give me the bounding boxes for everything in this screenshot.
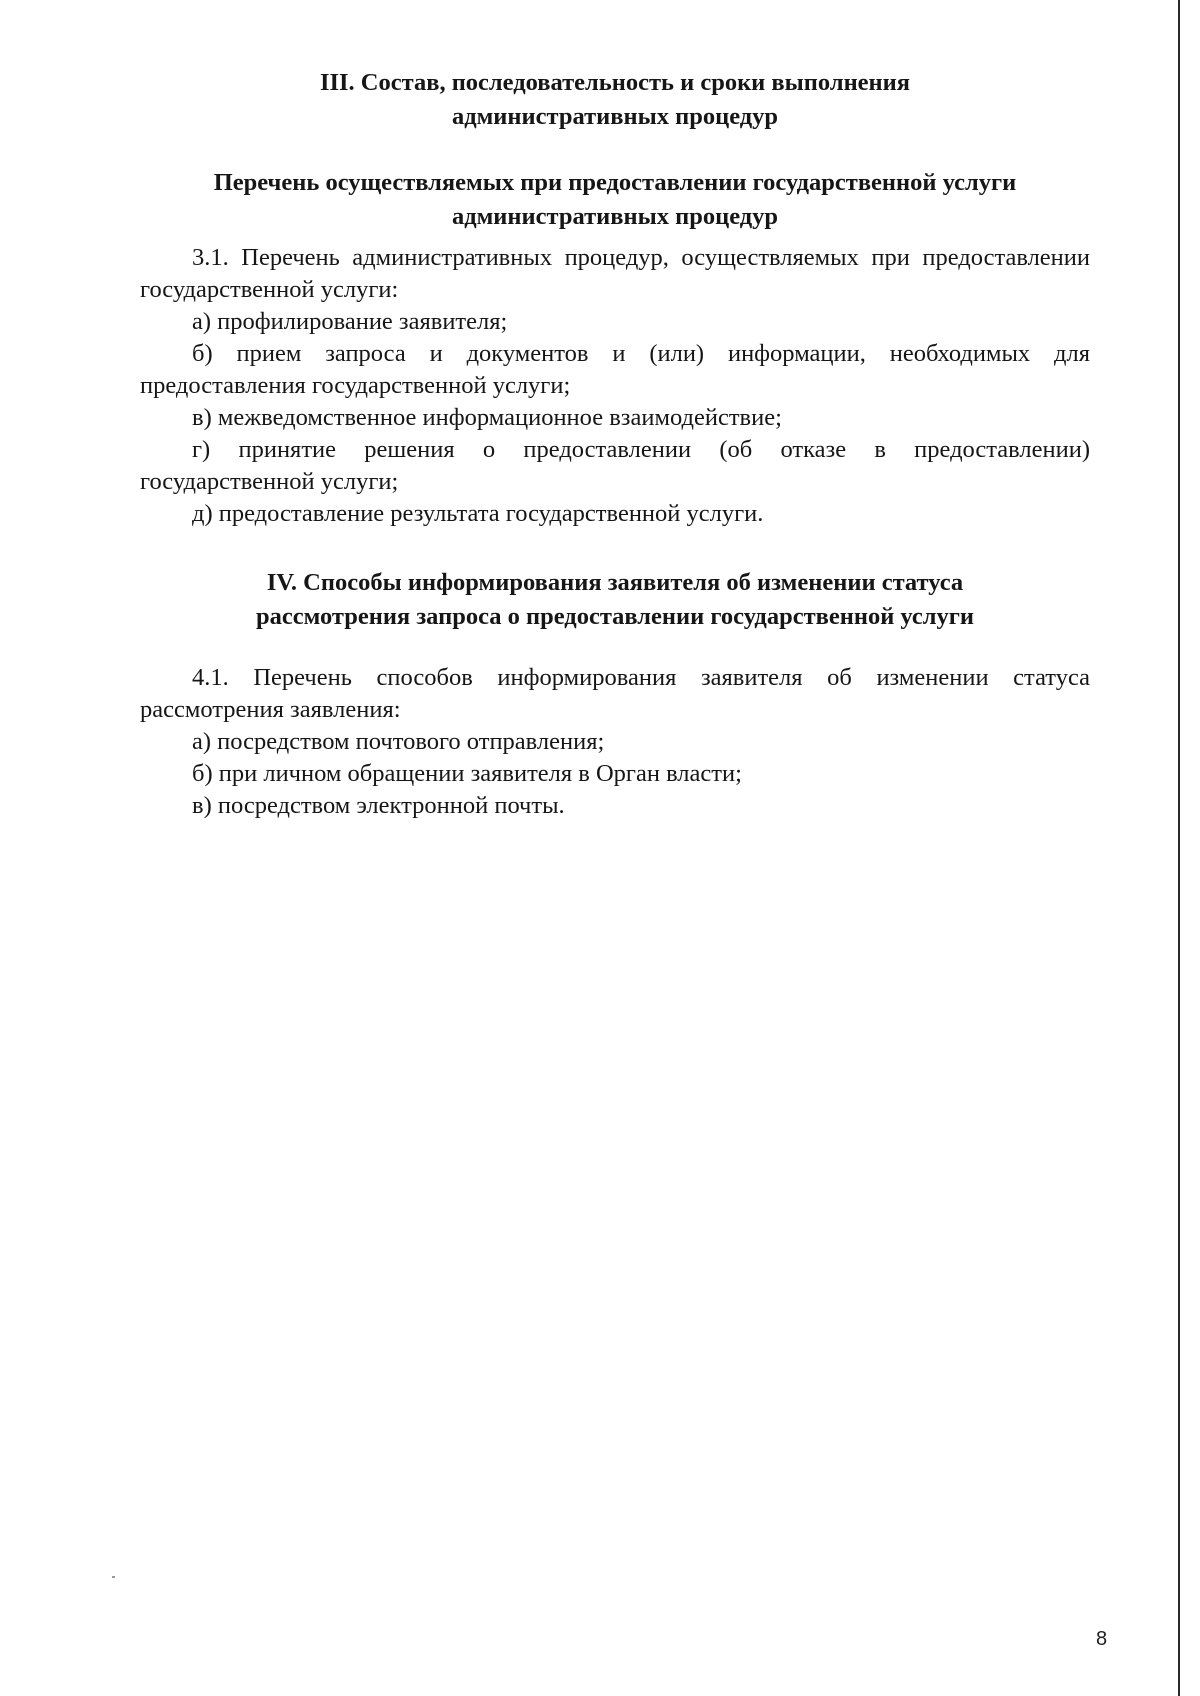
section-4-intro: 4.1. Перечень способов информирования заявителя об изменении статуса рассмотрения заявления: bbox=[140, 664, 1090, 723]
section-3-item-v: в) межведомственное информационное взаимодействие; bbox=[192, 404, 782, 431]
section-4-item-a: а) посредством почтового отправления; bbox=[192, 728, 605, 755]
section-3-body bbox=[140, 242, 1090, 530]
section-3-item-g: г) принятие решения о предоставлении (об отказе в предоставлении) государственной услуги; bbox=[140, 436, 1090, 495]
section-3-item-b: б) прием запроса и документов и (или) информации, необходимых для предоставления государственной услуги; bbox=[140, 340, 1090, 399]
section-4-item-b: б) при личном обращении заявителя в Орган власти; bbox=[192, 760, 742, 787]
section-3-title bbox=[140, 66, 1090, 134]
section-4-title-line1: IV. Способы информирования заявителя об изменении статуса bbox=[266, 569, 964, 596]
section-4-title bbox=[140, 566, 1090, 634]
section-3-item-a: а) профилирование заявителя; bbox=[192, 308, 508, 335]
section-3-item-d: д) предоставление результата государственной услуги. bbox=[192, 500, 764, 527]
section-3-subtitle-line1: Перечень осуществляемых при предоставлении государственной услуги bbox=[213, 169, 1017, 196]
scan-speck bbox=[112, 1576, 115, 1578]
section-4-body bbox=[140, 662, 1090, 822]
section-3-subtitle-line2: административных процедур bbox=[451, 203, 779, 230]
section-3-title-line1: III. Состав, последовательность и сроки выполнения bbox=[319, 69, 911, 96]
section-3-title-line2: административных процедур bbox=[451, 103, 779, 130]
section-3-intro: 3.1. Перечень административных процедур, осуществляемых при предоставлении государственной услуги: bbox=[140, 244, 1090, 303]
scan-edge-line bbox=[1178, 0, 1180, 1696]
section-3-subtitle bbox=[140, 166, 1090, 234]
page-number: 8 bbox=[1096, 1628, 1108, 1650]
section-4-title-line2: рассмотрения запроса о предоставлении государственной услуги bbox=[255, 603, 975, 630]
section-4-item-v: в) посредством электронной почты. bbox=[192, 792, 565, 819]
